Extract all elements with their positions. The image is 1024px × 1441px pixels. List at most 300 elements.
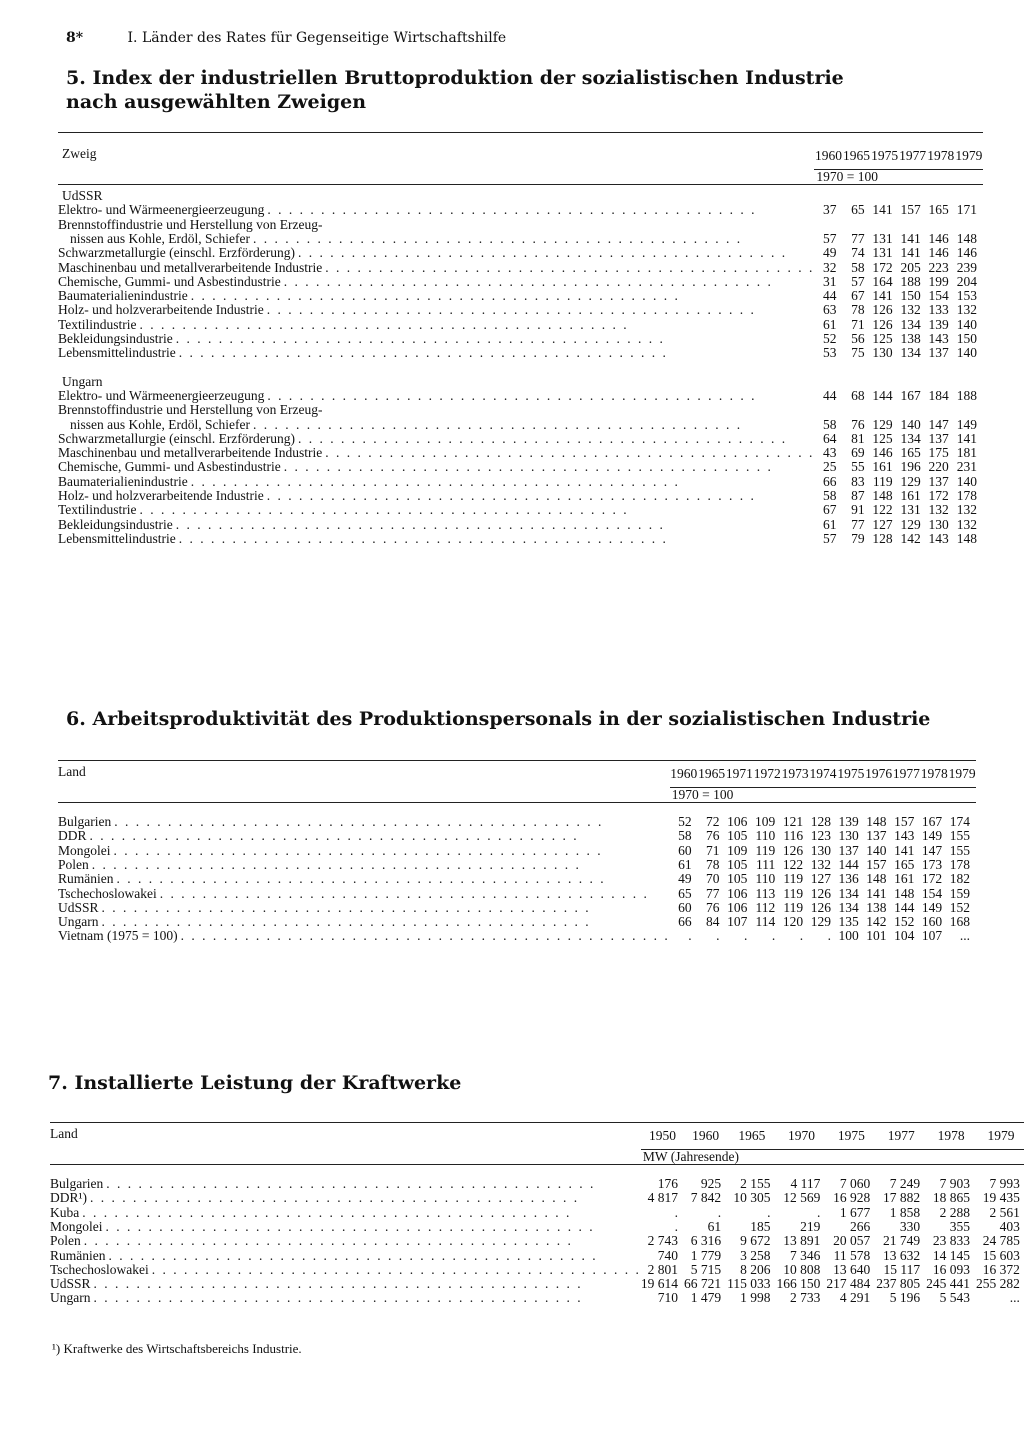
year-header: 1978 (920, 766, 948, 781)
value-cell: 141 (894, 842, 915, 858)
value-cell: 5 196 (889, 1290, 921, 1306)
value-cell: 355 (949, 1218, 971, 1234)
row-label: Polen . . . (58, 858, 670, 872)
value-cell: 2 288 (939, 1204, 971, 1220)
value-cell: 4 291 (839, 1290, 871, 1306)
value-cell: 130 (810, 842, 831, 858)
year-header: 1960 (670, 766, 698, 781)
value-cell: 58 (822, 416, 837, 432)
value-cell: 175 (928, 445, 949, 461)
value-cell: 142 (866, 914, 887, 930)
table6-label-header: Land (58, 764, 86, 779)
value-cell: 4 117 (790, 1176, 821, 1192)
value-cell: 125 (872, 331, 893, 347)
value-cell: 149 (956, 416, 977, 432)
value-cell: 52 (822, 331, 837, 347)
table-row (50, 1249, 1024, 1263)
table7-label-header: Land (50, 1126, 78, 1141)
value-cell: 25 (822, 459, 837, 475)
value-cell: 126 (810, 899, 831, 915)
year-header: 1977 (887, 1128, 915, 1143)
value-cell: 72 (706, 814, 720, 830)
table-row (50, 1234, 1024, 1248)
table-row (58, 532, 983, 546)
table5-year-header: 1960 (814, 148, 842, 163)
value-cell: 67 (822, 502, 837, 518)
value-cell: . (827, 928, 831, 944)
table-row (58, 844, 976, 858)
value-cell: 134 (900, 345, 921, 361)
table-row (58, 901, 976, 915)
value-cell: 17 882 (883, 1190, 921, 1206)
value-cell: 2 561 (989, 1204, 1020, 1220)
value-cell: 239 (956, 259, 977, 275)
table5-year-header: 1975 (871, 148, 899, 163)
value-cell: 44 (822, 288, 837, 304)
table5-unit: 1970 = 100 (814, 169, 983, 184)
value-cell: 132 (810, 856, 831, 872)
value-cell: 110 (755, 871, 776, 887)
value-cell: 154 (921, 885, 943, 901)
value-cell: 32 (822, 259, 837, 275)
value-cell: 154 (928, 288, 949, 304)
table5-title-line2: nach ausgewählten Zweigen (66, 91, 367, 113)
value-cell: 144 (838, 856, 859, 872)
value-cell: . (799, 928, 804, 944)
table-row (58, 475, 983, 489)
row-label: Holz- und holzverarbeitende Industrie . . . (58, 489, 814, 503)
value-cell: . (717, 1204, 722, 1220)
value-cell: 143 (894, 828, 915, 844)
value-cell: 20 057 (833, 1233, 871, 1249)
value-cell: 129 (872, 416, 893, 432)
value-cell: 127 (872, 516, 893, 532)
table5-year-header: 1978 (927, 148, 955, 163)
value-cell: 152 (894, 914, 915, 930)
value-cell: 78 (706, 856, 720, 872)
table-row (58, 432, 983, 446)
value-cell: 16 928 (833, 1190, 871, 1206)
row-label: Brennstoffindustrie und Herstellung von Erzeug- (58, 403, 323, 418)
value-cell: 165 (894, 856, 915, 872)
value-cell: 148 (866, 814, 887, 830)
table5-year-header: 1977 (899, 148, 927, 163)
value-cell: 137 (928, 430, 949, 446)
row-label: Baumaterialienindustrie . . . (58, 289, 814, 303)
value-cell: 44 (822, 387, 837, 403)
value-cell: 140 (956, 473, 977, 489)
value-cell: 104 (894, 928, 915, 944)
value-cell: 184 (928, 387, 949, 403)
value-cell: 57 (822, 230, 837, 246)
row-label: Bulgarien . . . (58, 815, 670, 829)
value-cell: 65 (678, 885, 692, 901)
year-header: 1950 (648, 1128, 676, 1143)
value-cell: 10 305 (733, 1190, 771, 1206)
table-row (58, 446, 983, 460)
table7-unit: MW (Jahresende) (641, 1149, 1024, 1164)
value-cell: 105 (727, 871, 748, 887)
group-heading (58, 375, 983, 389)
running-title: I. Länder des Rates für Gegenseitige Wirtschaftshilfe (127, 30, 507, 46)
value-cell: 166 150 (776, 1276, 821, 1292)
row-label: Chemische, Gummi- und Asbestindustrie . . . (58, 460, 814, 474)
value-cell: 31 (822, 273, 837, 289)
value-cell: 13 891 (783, 1233, 821, 1249)
value-cell: 79 (851, 530, 865, 546)
value-cell: 13 640 (833, 1261, 871, 1277)
value-cell: . (743, 928, 748, 944)
value-cell: 138 (866, 899, 887, 915)
value-cell: 106 (727, 885, 748, 901)
value-cell: 157 (900, 202, 921, 218)
value-cell: 403 (999, 1218, 1020, 1234)
value-cell: 101 (866, 928, 887, 944)
value-cell: 140 (866, 842, 887, 858)
year-header: 1974 (809, 766, 837, 781)
year-header: 1979 (987, 1128, 1015, 1143)
value-cell: 12 569 (783, 1190, 821, 1206)
value-cell: 137 (866, 828, 887, 844)
year-header: 1976 (865, 766, 893, 781)
value-cell: 148 (866, 871, 887, 887)
value-cell: 136 (838, 871, 859, 887)
value-cell: 5 715 (690, 1261, 722, 1277)
value-cell: 140 (900, 416, 921, 432)
value-cell: 132 (928, 502, 949, 518)
value-cell: 66 (822, 473, 837, 489)
table-row (58, 503, 983, 517)
row-label: nissen aus Kohle, Erdöl, Schiefer . . . (58, 232, 814, 246)
value-cell: 115 033 (727, 1276, 771, 1292)
value-cell: . (688, 928, 692, 944)
table5-year-header: 1965 (843, 148, 871, 163)
value-cell: 217 484 (826, 1276, 871, 1292)
page-number: 8* (66, 30, 84, 46)
table-row (58, 318, 983, 332)
value-cell: 83 (851, 473, 865, 489)
value-cell: 84 (706, 914, 720, 930)
value-cell: 76 (706, 828, 720, 844)
value-cell: 7 903 (939, 1176, 971, 1192)
value-cell: 173 (921, 856, 943, 872)
row-label: Brennstoffindustrie und Herstellung von Erzeug- (58, 217, 323, 232)
row-label: Chemische, Gummi- und Asbestindustrie . . . (58, 275, 814, 289)
table-row (58, 203, 983, 217)
value-cell: 161 (872, 459, 893, 475)
value-cell: 49 (822, 245, 837, 261)
value-cell: 129 (900, 473, 921, 489)
value-cell: 245 441 (926, 1276, 971, 1292)
value-cell: 112 (755, 899, 776, 915)
value-cell: 75 (851, 345, 865, 361)
row-label: Textilindustrie . . . (58, 503, 814, 517)
value-cell: 123 (810, 828, 831, 844)
value-cell: 111 (755, 856, 776, 872)
year-header: 1979 (948, 766, 976, 781)
value-cell: 231 (956, 459, 977, 475)
value-cell: 182 (949, 871, 970, 887)
value-cell: 106 (727, 899, 748, 915)
value-cell: 139 (838, 814, 859, 830)
table-row (58, 246, 983, 260)
value-cell: 157 (866, 856, 887, 872)
value-cell: 65 (851, 202, 865, 218)
value-cell: 1 779 (690, 1247, 722, 1263)
year-header: 1977 (892, 766, 920, 781)
row-label: Holz- und holzverarbeitende Industrie . . . (58, 303, 814, 317)
value-cell: 188 (956, 387, 977, 403)
value-cell: 137 (838, 842, 859, 858)
value-cell: 61 (678, 856, 692, 872)
value-cell: 58 (678, 828, 692, 844)
value-cell: 141 (900, 230, 921, 246)
year-header: 1975 (837, 1128, 865, 1143)
table-row (58, 489, 983, 503)
value-cell: 110 (755, 828, 776, 844)
value-cell: 1 479 (690, 1290, 722, 1306)
value-cell: 105 (727, 856, 748, 872)
row-label: UdSSR . . . (58, 901, 670, 915)
year-header: 1970 (787, 1128, 815, 1143)
value-cell: 168 (949, 914, 970, 930)
value-cell: 144 (894, 899, 915, 915)
row-label: Elektro- und Wärmeenergieerzeugung . . . (58, 389, 814, 403)
value-cell: 119 (783, 885, 804, 901)
value-cell: 172 (921, 871, 943, 887)
value-cell: 149 (921, 899, 943, 915)
year-header: 1975 (837, 766, 865, 781)
row-label: Baumaterialienindustrie . . . (58, 475, 814, 489)
value-cell: 152 (949, 899, 970, 915)
row-label: Lebensmittelindustrie . . . (58, 532, 814, 546)
value-cell: 150 (956, 331, 977, 347)
year-header: 1978 (937, 1128, 965, 1143)
value-cell: 113 (755, 885, 776, 901)
value-cell: 7 842 (690, 1190, 722, 1206)
value-cell: 135 (838, 914, 859, 930)
row-label: Rumänien . . . (50, 1249, 641, 1263)
value-cell: 77 (706, 885, 720, 901)
value-cell: 148 (956, 530, 977, 546)
value-cell: 148 (894, 885, 915, 901)
value-cell: 710 (657, 1290, 679, 1306)
value-cell: 131 (872, 230, 893, 246)
value-cell: 160 (921, 914, 943, 930)
table6 (58, 760, 976, 944)
value-cell: 139 (928, 316, 949, 332)
value-cell: 159 (949, 885, 970, 901)
year-header: 1960 (692, 1128, 720, 1143)
row-label: Bekleidungsindustrie . . . (58, 518, 814, 532)
value-cell: 60 (678, 842, 692, 858)
value-cell: 57 (851, 273, 865, 289)
row-label: Lebensmittelindustrie . . . (58, 346, 814, 360)
value-cell: 131 (872, 245, 893, 261)
value-cell: 100 (838, 928, 859, 944)
value-cell: 126 (872, 302, 893, 318)
value-cell: 107 (921, 928, 943, 944)
value-cell: 60 (678, 899, 692, 915)
table-row (58, 403, 983, 417)
value-cell: 266 (850, 1218, 871, 1234)
value-cell: 925 (700, 1176, 722, 1192)
value-cell: 178 (949, 856, 970, 872)
table-row (50, 1291, 1024, 1305)
table-row (58, 289, 983, 303)
value-cell: 91 (851, 502, 865, 518)
value-cell: 16 093 (932, 1261, 971, 1277)
value-cell: 76 (851, 416, 865, 432)
row-label: Textilindustrie . . . (58, 318, 814, 332)
value-cell: 7 249 (889, 1176, 921, 1192)
value-cell: 147 (921, 842, 943, 858)
value-cell: 144 (872, 387, 893, 403)
value-cell: 120 (782, 914, 804, 930)
value-cell: 155 (949, 828, 970, 844)
value-cell: 109 (754, 814, 776, 830)
table-row (50, 1177, 1024, 1191)
row-label: Maschinenbau und metallverarbeitende Industrie . . . (58, 446, 814, 460)
value-cell: 18 865 (932, 1190, 971, 1206)
value-cell: 164 (872, 273, 893, 289)
value-cell: 141 (900, 245, 921, 261)
value-cell: 128 (872, 530, 893, 546)
table5-year-header: 1979 (955, 148, 983, 163)
value-cell: 106 (727, 814, 748, 830)
value-cell: 167 (900, 387, 921, 403)
value-cell: 219 (800, 1218, 821, 1234)
value-cell: 204 (956, 273, 977, 289)
value-cell: 16 372 (982, 1261, 1020, 1277)
year-header: 1972 (753, 766, 781, 781)
value-cell: 107 (727, 914, 748, 930)
value-cell: 2 743 (647, 1233, 679, 1249)
value-cell: 2 733 (790, 1290, 821, 1306)
value-cell: 77 (851, 230, 865, 246)
value-cell: 205 (900, 259, 921, 275)
table7-title: 7. Installierte Leistung der Kraftwerke (48, 1072, 462, 1094)
value-cell: 131 (900, 502, 921, 518)
value-cell: 15 117 (883, 1261, 921, 1277)
row-label: Rumänien . . . (58, 872, 670, 886)
value-cell: . (817, 1204, 821, 1220)
value-cell: 74 (851, 245, 865, 261)
table-row (58, 218, 983, 232)
table-row (58, 232, 983, 246)
value-cell: 7 993 (989, 1176, 1020, 1192)
value-cell: 199 (928, 273, 949, 289)
value-cell: 61 (822, 316, 837, 332)
table-row (58, 261, 983, 275)
table-row (58, 346, 983, 360)
row-label: Polen . . . (50, 1234, 641, 1248)
value-cell: 119 (783, 899, 804, 915)
value-cell: 81 (851, 430, 865, 446)
table-row (58, 929, 976, 943)
value-cell: 58 (851, 259, 865, 275)
value-cell: 15 603 (982, 1247, 1020, 1263)
value-cell: 132 (956, 502, 977, 518)
row-label: Bulgarien . . . (50, 1177, 641, 1191)
value-cell: 71 (851, 316, 865, 332)
table-row (58, 815, 976, 829)
value-cell: 64 (822, 430, 837, 446)
value-cell: 13 632 (883, 1247, 921, 1263)
value-cell: 105 (727, 828, 748, 844)
value-cell: 255 282 (976, 1276, 1020, 1292)
table-row (58, 887, 976, 901)
value-cell: 9 672 (740, 1233, 771, 1249)
value-cell: 77 (851, 516, 865, 532)
value-cell: 146 (928, 245, 949, 261)
row-label: Mongolei . . . (50, 1220, 641, 1234)
value-cell: 126 (782, 842, 804, 858)
value-cell: 188 (900, 273, 921, 289)
value-cell: 137 (928, 345, 949, 361)
value-cell: ... (1009, 1290, 1020, 1306)
row-label: Vietnam (1975 = 100) . . . (58, 929, 670, 943)
row-label: Tschechoslowakei . . . (50, 1263, 641, 1277)
value-cell: 55 (851, 459, 865, 475)
value-cell: 147 (928, 416, 949, 432)
value-cell: 165 (928, 202, 949, 218)
group-heading (58, 189, 983, 203)
value-cell: 61 (822, 516, 837, 532)
value-cell: 109 (727, 842, 748, 858)
value-cell: 134 (838, 899, 859, 915)
value-cell: 140 (956, 345, 977, 361)
value-cell: 171 (956, 202, 977, 218)
row-label: nissen aus Kohle, Erdöl, Schiefer . . . (58, 418, 814, 432)
table-row (58, 518, 983, 532)
value-cell: 8 206 (740, 1261, 771, 1277)
value-cell: 10 808 (783, 1261, 821, 1277)
table-row (50, 1191, 1024, 1205)
value-cell: 129 (810, 914, 831, 930)
value-cell: 172 (872, 259, 893, 275)
table-row (58, 389, 983, 403)
row-label: Bekleidungsindustrie . . . (58, 332, 814, 346)
value-cell: 174 (949, 814, 970, 830)
value-cell: 68 (851, 387, 865, 403)
table5-label-header: Zweig (62, 146, 97, 161)
value-cell: 119 (755, 842, 776, 858)
value-cell: 220 (928, 459, 949, 475)
table-row (50, 1277, 1024, 1291)
value-cell: ... (959, 928, 970, 944)
page-header (66, 30, 506, 46)
table6-unit: 1970 = 100 (670, 787, 976, 802)
value-cell: 141 (872, 202, 893, 218)
value-cell: 23 833 (932, 1233, 971, 1249)
value-cell: 14 145 (932, 1247, 971, 1263)
value-cell: 63 (822, 302, 837, 318)
value-cell: 130 (928, 516, 949, 532)
value-cell: 57 (822, 530, 837, 546)
value-cell: 52 (678, 814, 692, 830)
value-cell: 1 858 (889, 1204, 921, 1220)
table5-title-line1: 5. Index der industriellen Bruttoproduktion der sozialistischen Industrie (66, 67, 844, 89)
value-cell: 126 (872, 316, 893, 332)
value-cell: 176 (657, 1176, 679, 1192)
value-cell: 133 (928, 302, 949, 318)
value-cell: 129 (900, 516, 921, 532)
table-row (58, 332, 983, 346)
row-label: Mongolei . . . (58, 844, 670, 858)
value-cell: 146 (928, 230, 949, 246)
value-cell: 128 (810, 814, 831, 830)
